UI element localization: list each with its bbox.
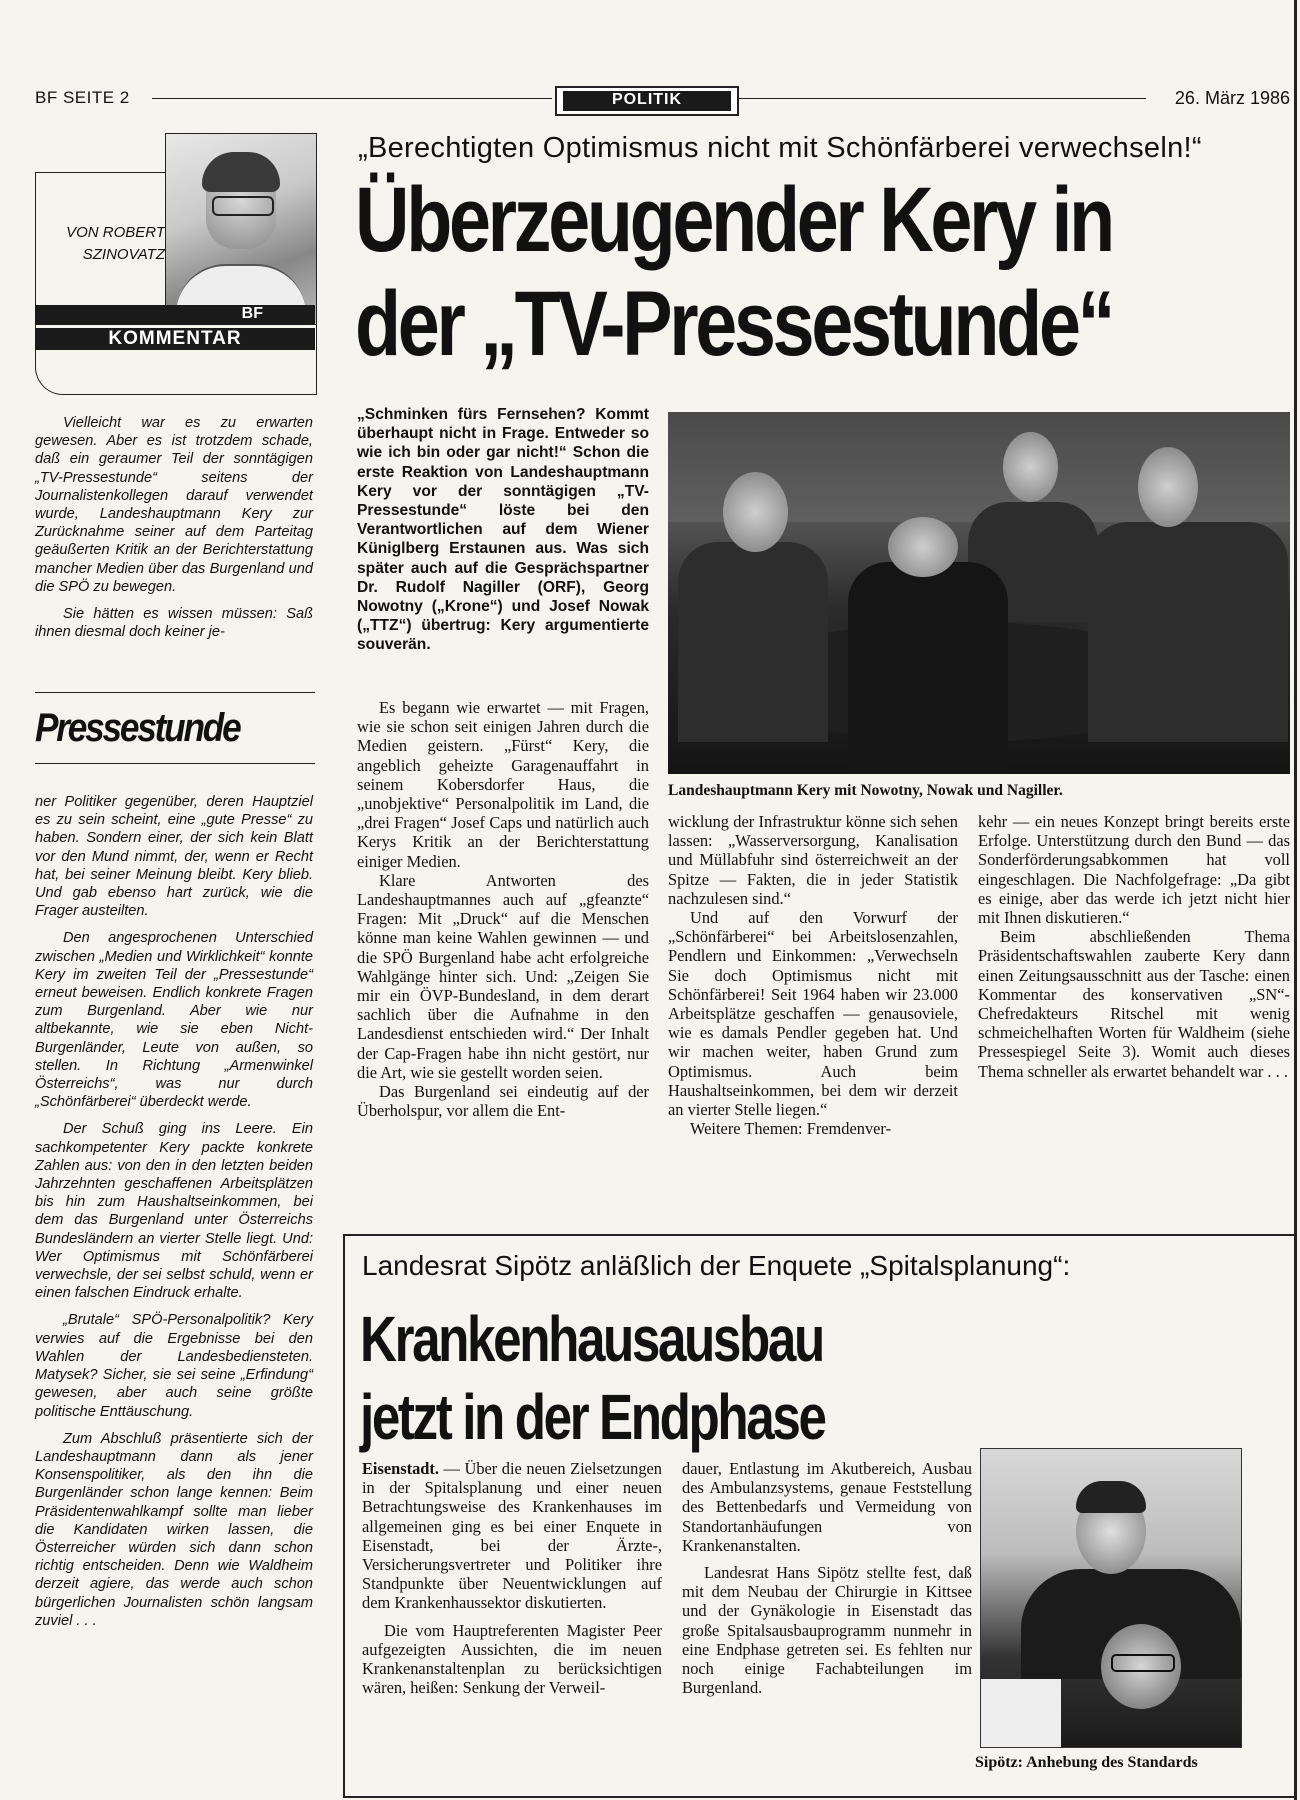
person-body bbox=[1088, 522, 1288, 742]
article-paragraph bbox=[362, 1459, 662, 1613]
bf-badge-label: BF bbox=[241, 305, 263, 322]
main-kicker: „Berechtigten Optimismus nicht mit Schönfärberei verwechseln!“ bbox=[358, 132, 1202, 164]
sipoetz-photo-caption: Sipötz: Anhebung des Standards bbox=[975, 1754, 1198, 1771]
portrait-glasses bbox=[212, 196, 274, 216]
article-paragraph: wicklung der Infrastruktur könne sich sehen lassen: „Wasserversorgung, Kanalisation und Müllabfuhr sind österreichweit an der Spitze — Fakten, die in jeder Statistik nachzulesen sind.“ bbox=[668, 812, 958, 908]
hospital-headline-line1: Krankenhausausbau bbox=[360, 1303, 823, 1375]
author-portrait bbox=[165, 133, 317, 325]
person-head bbox=[1138, 447, 1198, 527]
article-paragraph: Und auf den Vorwurf der „Schönfärberei“ bei Arbeitslosenzahlen, Pendlern und Einkommen: „Verwechseln Sie doch Optimismus nicht mit Schönfärberei! Seit 1964 haben wir 23.000 Arbeitsplätze geschaffen — genausoviele, wie es damals Pendler gegeben hat. Und wir machen weiter, haben Grund zum Optimismus. Auch beim Haushaltseinkommen, bei dem wir derzeit an vierter Stelle liegen.“ bbox=[668, 908, 958, 1120]
hospital-headline-line2: jetzt in der Endphase bbox=[360, 1381, 825, 1453]
person-body bbox=[678, 542, 828, 742]
article-paragraph: Das Burgenland sei eindeutig auf der Überholspur, vor allem die Ent- bbox=[357, 1082, 649, 1121]
article-text: — Über die neuen Zielsetzungen in der Spitalsplanung und einer neuen Betrachtungsweise des Krankenhauses im allgemeinen ging es bei einer Enquete in Eisenstadt, bei der Ärzte-, Versicherungsvertreter und Politiker ihre Standpunkte über Neuentwicklungen auf dem Krankenhaussektor diskutierten. bbox=[362, 1459, 662, 1613]
hospital-kicker: Landesrat Sipötz anläßlich der Enquete „Spitalsplanung“: bbox=[362, 1250, 1071, 1281]
article-paragraph: Klare Antworten des Landeshauptmannes auch auf „gfeanzte“ Fragen: Mit „Druck“ auf die Menschen könne man keine Wahlen gewinnen — und die SPÖ Burgenland habe acht erfolgreiche Wahlgänge hinter sich. Und: „Zeigen Sie mir ein ÖVP-Bundesland, in dem derart sachlich über die Aufnahme in den Landesdienst entschieden wird.“ Der Inhalt der Cap-Fragen habe ihn nicht gestört, nur die Art, wie sie gestellt worden seien. bbox=[357, 870, 649, 1082]
person-body bbox=[848, 562, 1008, 774]
desk bbox=[981, 1679, 1061, 1747]
dateline: Eisenstadt. bbox=[362, 1459, 439, 1478]
person-head bbox=[723, 472, 788, 552]
commentary-paragraph: Den angesprochenen Unterschied zwischen „Medien und Wirklichkeit“ konnte Kery im zweiten Teil der „Pressestunde“ erneut beweisen. Endlich konkrete Fragen zum Burgenland. Aber wie nur altbekannte, wie sie eben Nicht-Burgenländer, Leute von außen, so stellen. In Richtung „Armenwinkel Österreichs“, was nur durch „Schönfärberei“ überdeckt werde. bbox=[35, 930, 313, 1111]
main-column-3 bbox=[978, 812, 1290, 1081]
kommentar-badge: KOMMENTAR bbox=[35, 328, 315, 350]
subhead-rule-bottom bbox=[35, 763, 315, 764]
commentary-subhead: Pressestunde bbox=[35, 706, 240, 750]
commentary-paragraph: „Brutale“ SPÖ-Personalpolitik? Kery verwies auf die Ergebnisse bei den Wahlen der Landesbediensteten. Matysek? Sicher, sie sei seine „Erfindung“ gewesen, aber auch seine größte politische Enttäuschung. bbox=[35, 1312, 313, 1420]
article-paragraph: Weitere Themen: Fremdenver- bbox=[690, 1119, 892, 1139]
hospital-column-1 bbox=[362, 1459, 662, 1705]
author-line2: SZINOVATZ bbox=[82, 246, 165, 263]
section-label: POLITIK bbox=[563, 91, 731, 111]
author-line1: VON ROBERT bbox=[66, 224, 165, 241]
subhead-rule-top bbox=[35, 692, 315, 693]
article-paragraph: Beim abschließenden Thema Präsidentschaftswahlen zauberte Kery dann einen Zeitungsausschnitt aus der Tasche: einen Kommentar des konservativen „SN“-Chefredakteurs Ritschel mit wenig schmeichelhaften Worten für Waldheim (siehe Pressespiegel Seite 3). Womit auch dieses Thema schneller als erwartet behandelt war . . . bbox=[978, 927, 1290, 1081]
article-paragraph: kehr — ein neues Konzept bringt bereits erste Erfolge. Unterstützung durch den Bund — das Sonderförderungsabkommen hat voll eingeschlagen. Die Nachfolgefrage: „Da gibt es einige, aber das werde ich jetzt nicht hier mit Ihnen diskutieren.“ bbox=[978, 812, 1290, 928]
person-head bbox=[888, 517, 958, 577]
commentary-text-top bbox=[35, 414, 313, 641]
main-headline-line2: der „TV-Pressestunde“ bbox=[355, 273, 1113, 375]
header-rule-left bbox=[152, 98, 552, 99]
commentary-paragraph: Sie hätten es wissen müssen: Saß ihnen diesmal doch keiner je- bbox=[35, 606, 313, 641]
article-paragraph: dauer, Entlastung im Akutbereich, Ausbau des Ambulanzsystems, genaue Feststellung des Bettenbedarfs und Vermeidung von Standortanhäufungen von Krankenanstalten. bbox=[682, 1459, 972, 1555]
tv-studio-photo bbox=[668, 412, 1290, 774]
commentary-text-bottom bbox=[35, 793, 313, 1639]
hospital-column-2 bbox=[682, 1459, 972, 1705]
sipoetz-photo bbox=[980, 1448, 1242, 1748]
issue-date: 26. März 1986 bbox=[1174, 88, 1290, 108]
section-box bbox=[555, 86, 739, 116]
commentary-paragraph: Vielleicht war es zu erwarten gewesen. Aber es ist trotzdem schade, daß ein geraumer Teil der sonntägigen „TV-Pressestunde“ seitens der Journalistenkollegen darauf verwendet wurde, Landeshauptmann Kery zur Zurücknahme seiner auf dem Parteitag geäußerten Kritik an der Berichterstattung mancher Medien über das Burgenland und die SPÖ zu bewegen. bbox=[35, 415, 313, 595]
commentary-paragraph: ner Politiker gegenüber, deren Hauptziel es zu sein scheint, eine „gute Presse“ zu haben. Sondern einer, der sich kein Blatt vor den Mund nimmt, der, wenn er Recht hat, bei seiner Meinung bleibt. Kery blieb. Und gab ebenso hart zurück, wie die Frager austeilten. bbox=[35, 794, 313, 920]
main-headline bbox=[355, 168, 1126, 376]
commentary-paragraph: Der Schuß ging ins Leere. Ein sachkompetenter Kery packte konkrete Zahlen aus: von den in den letzten beiden Jahrzehnten geschaffenen Arbeitsplätzen bis hin zum Haushaltseinkommen, bei dem das Burgenland unter Österreichs Bundesländern an vierter Stelle liegt. Und: Wer Optimismus mit Schönfärberei verwechsle, der sei selbst schuld, wenn er einen falschen Eindruck erhalte. bbox=[35, 1121, 313, 1302]
main-headline-line1: Überzeugender Kery in bbox=[355, 169, 1112, 271]
page-edge bbox=[1294, 0, 1297, 1800]
main-column-1 bbox=[357, 698, 649, 1120]
article-paragraph: Die vom Hauptreferenten Magister Peer aufgezeigten Aussichten, die im neuen Krankenanstaltenplan zu berücksichtigen wären, heißen: Senkung der Verweil- bbox=[362, 1620, 662, 1698]
person-head bbox=[1003, 432, 1058, 502]
article-paragraph: Es begann wie erwartet — mit Fragen, wie sie schon seit einigen Jahren durch die Medien geistern. „Fürst“ Kery, die angeblich geheizte Garagenauffahrt in seinem Kobersdorfer Haus, die „unobjektive“ Personalpolitik im Land, die „drei Fragen“ Josef Caps und natürlich auch Kerys Kritik an der Berichterstattung einiger Medien. bbox=[357, 698, 649, 871]
main-lead: „Schminken fürs Fernsehen? Kommt überhaupt nicht in Frage. Entweder so wie ich bin oder gar nicht!“ Schon die erste Reaktion von Landeshauptmann Kery vor der sonntägigen „TV-Pressestunde“ löste bei den Verantwortlichen auf dem Wiener Küniglberg Erstaunen aus. Was sich später auch auf die Gesprächspartner Dr. Rudolf Nagiller (ORF), Georg Nowotny („Krone“) und Josef Nowak („TTZ“) übertrug: Kery argumentierte souverän. bbox=[357, 406, 649, 654]
header-rule-right bbox=[738, 98, 1146, 99]
hospital-headline bbox=[360, 1300, 840, 1456]
main-column-2 bbox=[668, 812, 958, 1138]
person-glasses bbox=[1111, 1654, 1175, 1672]
page-label: BF SEITE 2 bbox=[35, 88, 130, 107]
commentary-paragraph: Zum Abschluß präsentierte sich der Landeshauptmann dann als jener Konsenspolitiker, als den ihn die Burgenländer schon lange kennen: Beim Präsidentenwahlkampf sollte man lieber die Kandidaten wirken lassen, die Österreicher würden sich dann schon richtig entscheiden. Denn wie Waldheim derzeit agiere, das werde auch schon bürgerlichen Journalisten schön langsam zuviel . . . bbox=[35, 1430, 313, 1629]
person-hair bbox=[1076, 1481, 1146, 1513]
tv-photo-caption: Landeshauptmann Kery mit Nowotny, Nowak und Nagiller. bbox=[668, 782, 1063, 799]
portrait-hair bbox=[202, 152, 280, 192]
author-byline bbox=[55, 222, 165, 266]
article-paragraph: Landesrat Hans Sipötz stellte fest, daß mit dem Neubau der Chirurgie in Kittsee und der Gynäkologie in Eisenstadt das große Spitalsausbauprogramm nunmehr in eine Endphase getreten sei. Es fehlten nur noch einige Fachabteilungen im Burgenland. bbox=[682, 1563, 972, 1698]
